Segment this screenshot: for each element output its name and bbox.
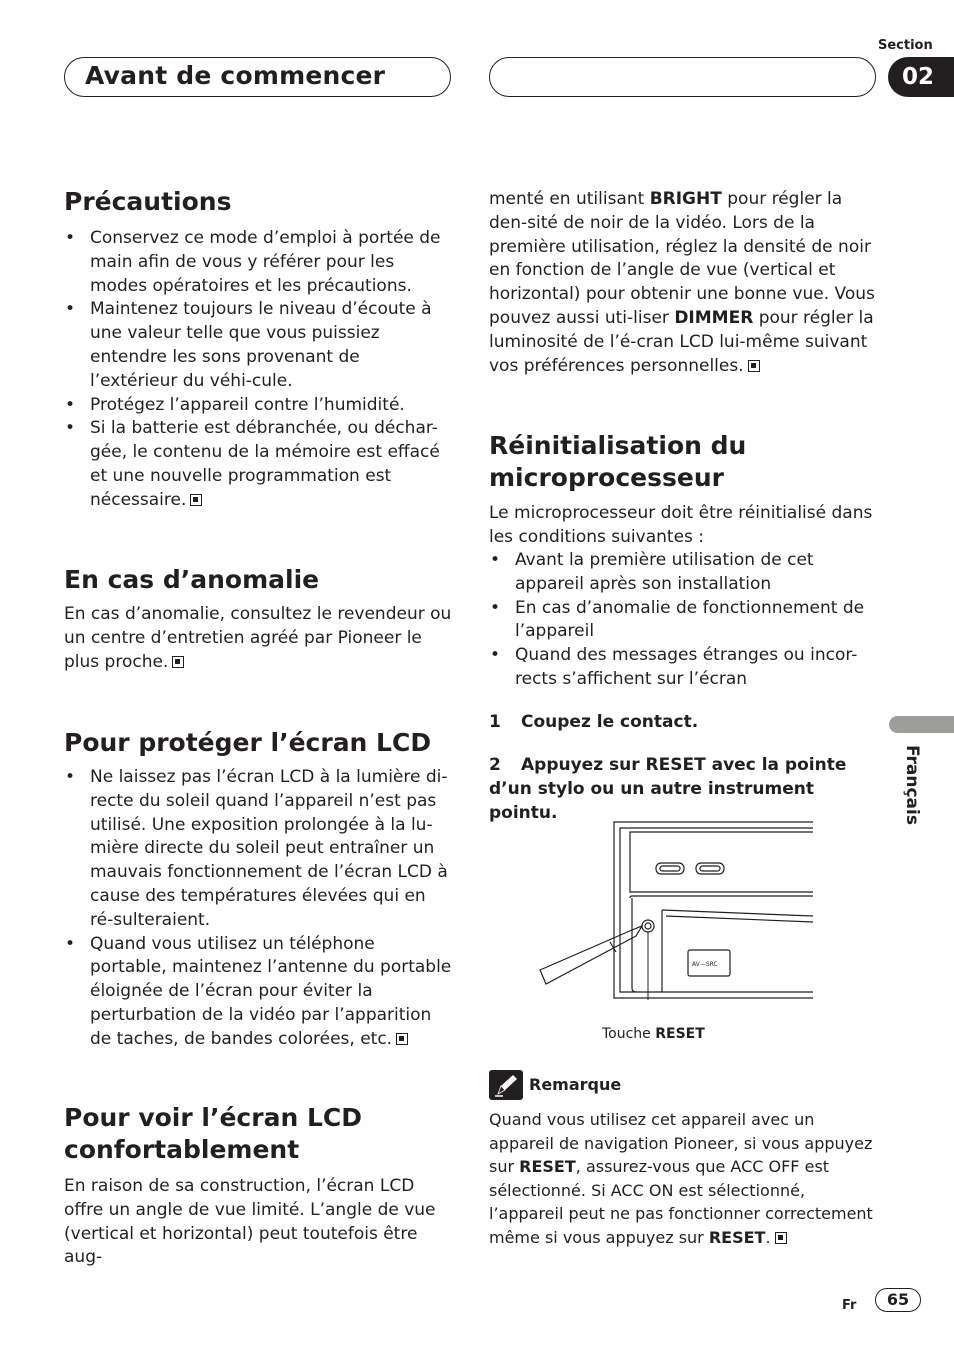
precautions-heading: Précautions — [64, 187, 232, 216]
voir-heading: Pour voir l’écran LCD confortablement — [64, 1103, 362, 1164]
section-label: Section — [878, 38, 933, 53]
list-item: • Quand des messages étranges ou incor-rects s’affichent sur l’écran — [489, 644, 877, 692]
end-mark-icon — [748, 360, 760, 372]
anomalie-heading: En cas d’anomalie — [64, 565, 320, 594]
header-blank-pill — [489, 57, 876, 97]
header-title: Avant de commencer — [85, 61, 386, 90]
remarque-text: Quand vous utilisez cet appareil avec un appareil de navigation Pioneer, si vous appuyez sur RESET, assurez-vous que ACC OFF est sélectionné. Si ACC ON est sélectionné, l’appareil peut ne pas fonctionner correctement même si vous appuyez sur RESET. — [489, 1110, 873, 1247]
list-item: • Protégez l’appareil contre l’humidité. — [64, 394, 452, 418]
end-mark-icon — [775, 1232, 787, 1244]
reinit-intro: Le microprocesseur doit être réinitialisé dans les conditions suivantes : — [489, 503, 873, 547]
footer-language: Fr — [842, 1298, 857, 1313]
header-title-pill — [64, 57, 451, 97]
figure-caption: Touche RESET — [602, 1026, 705, 1042]
language-tab-label: Français — [902, 745, 922, 825]
list-item: • Quand vous utilisez un téléphone portable, maintenez l’antenne du portable éloignée de l’écran pour éviter la perturbation de la vidéo par l’apparition de taches, de bandes colorées, etc. — [64, 933, 452, 1052]
reset-illustration — [536, 820, 816, 1000]
step-1: 1 Coupez le contact. — [489, 712, 699, 732]
voir-text: En raison de sa construction, l’écran LCD offre un angle de vue limité. L’angle de vue (vertical et horizontal) peut toutefois être aug- — [64, 1176, 436, 1268]
language-tab-marker — [889, 716, 954, 733]
anomalie-text: En cas d’anomalie, consultez le revendeur ou un centre d’entretien agréé par Pioneer le plus proche. — [64, 604, 452, 672]
list-item: • En cas d’anomalie de fonctionnement de l’appareil — [489, 597, 877, 645]
list-item: • Avant la première utilisation de cet appareil après son installation — [489, 549, 877, 597]
reinit-list — [489, 549, 877, 692]
note-pencil-icon — [489, 1070, 523, 1100]
proteger-heading: Pour protéger l’écran LCD — [64, 728, 432, 757]
precautions-list — [64, 227, 452, 513]
list-item: • Si la batterie est débranchée, ou déchar-gée, le contenu de la mémoire est effacé et une nouvelle programmation est nécessaire. — [64, 417, 452, 512]
step-2: 2 Appuyez sur RESET avec la pointe d’un stylo ou un autre instrument pointu. — [489, 755, 847, 823]
list-item: • Maintenez toujours le niveau d’écoute à une valeur telle que vous puissiez entendre les sons provenant de l’extérieur du véhi-cule. — [64, 298, 452, 393]
list-item: • Conservez ce mode d’emploi à portée de main afin de vous y référer pour les modes opératoires et les précautions. — [64, 227, 452, 298]
av-src-label: AV—SRC — [692, 961, 718, 968]
section-number: 02 — [888, 57, 954, 97]
end-mark-icon — [396, 1033, 408, 1045]
end-mark-icon — [172, 656, 184, 668]
end-mark-icon — [190, 494, 202, 506]
list-item: • Ne laissez pas l’écran LCD à la lumière di-recte du soleil quand l’appareil n’est pas utilisé. Une exposition prolongée à la lu-mière directe du soleil peut entraîner un mauvais fonctionnement de l’écran LCD à cause des températures élevées qui en ré-sulteraient. — [64, 766, 452, 933]
remarque-title: Remarque — [529, 1075, 622, 1094]
reinit-heading: Réinitialisation du microprocesseur — [489, 431, 747, 492]
proteger-list — [64, 766, 452, 1052]
voir-continued-text: menté en utilisant BRIGHT pour régler la den-sité de noir de la vidéo. Lors de la première utilisation, réglez la densité de noir en fonction de l’angle de vue (vertical et horizontal) pour obtenir une bonne vue. Vous pouvez aussi uti-liser DIMMER pour régler la luminosité de l’é-cran LCD lui-même suivant vos préférences personnelles. — [489, 189, 875, 376]
page-number: 65 — [875, 1288, 921, 1312]
